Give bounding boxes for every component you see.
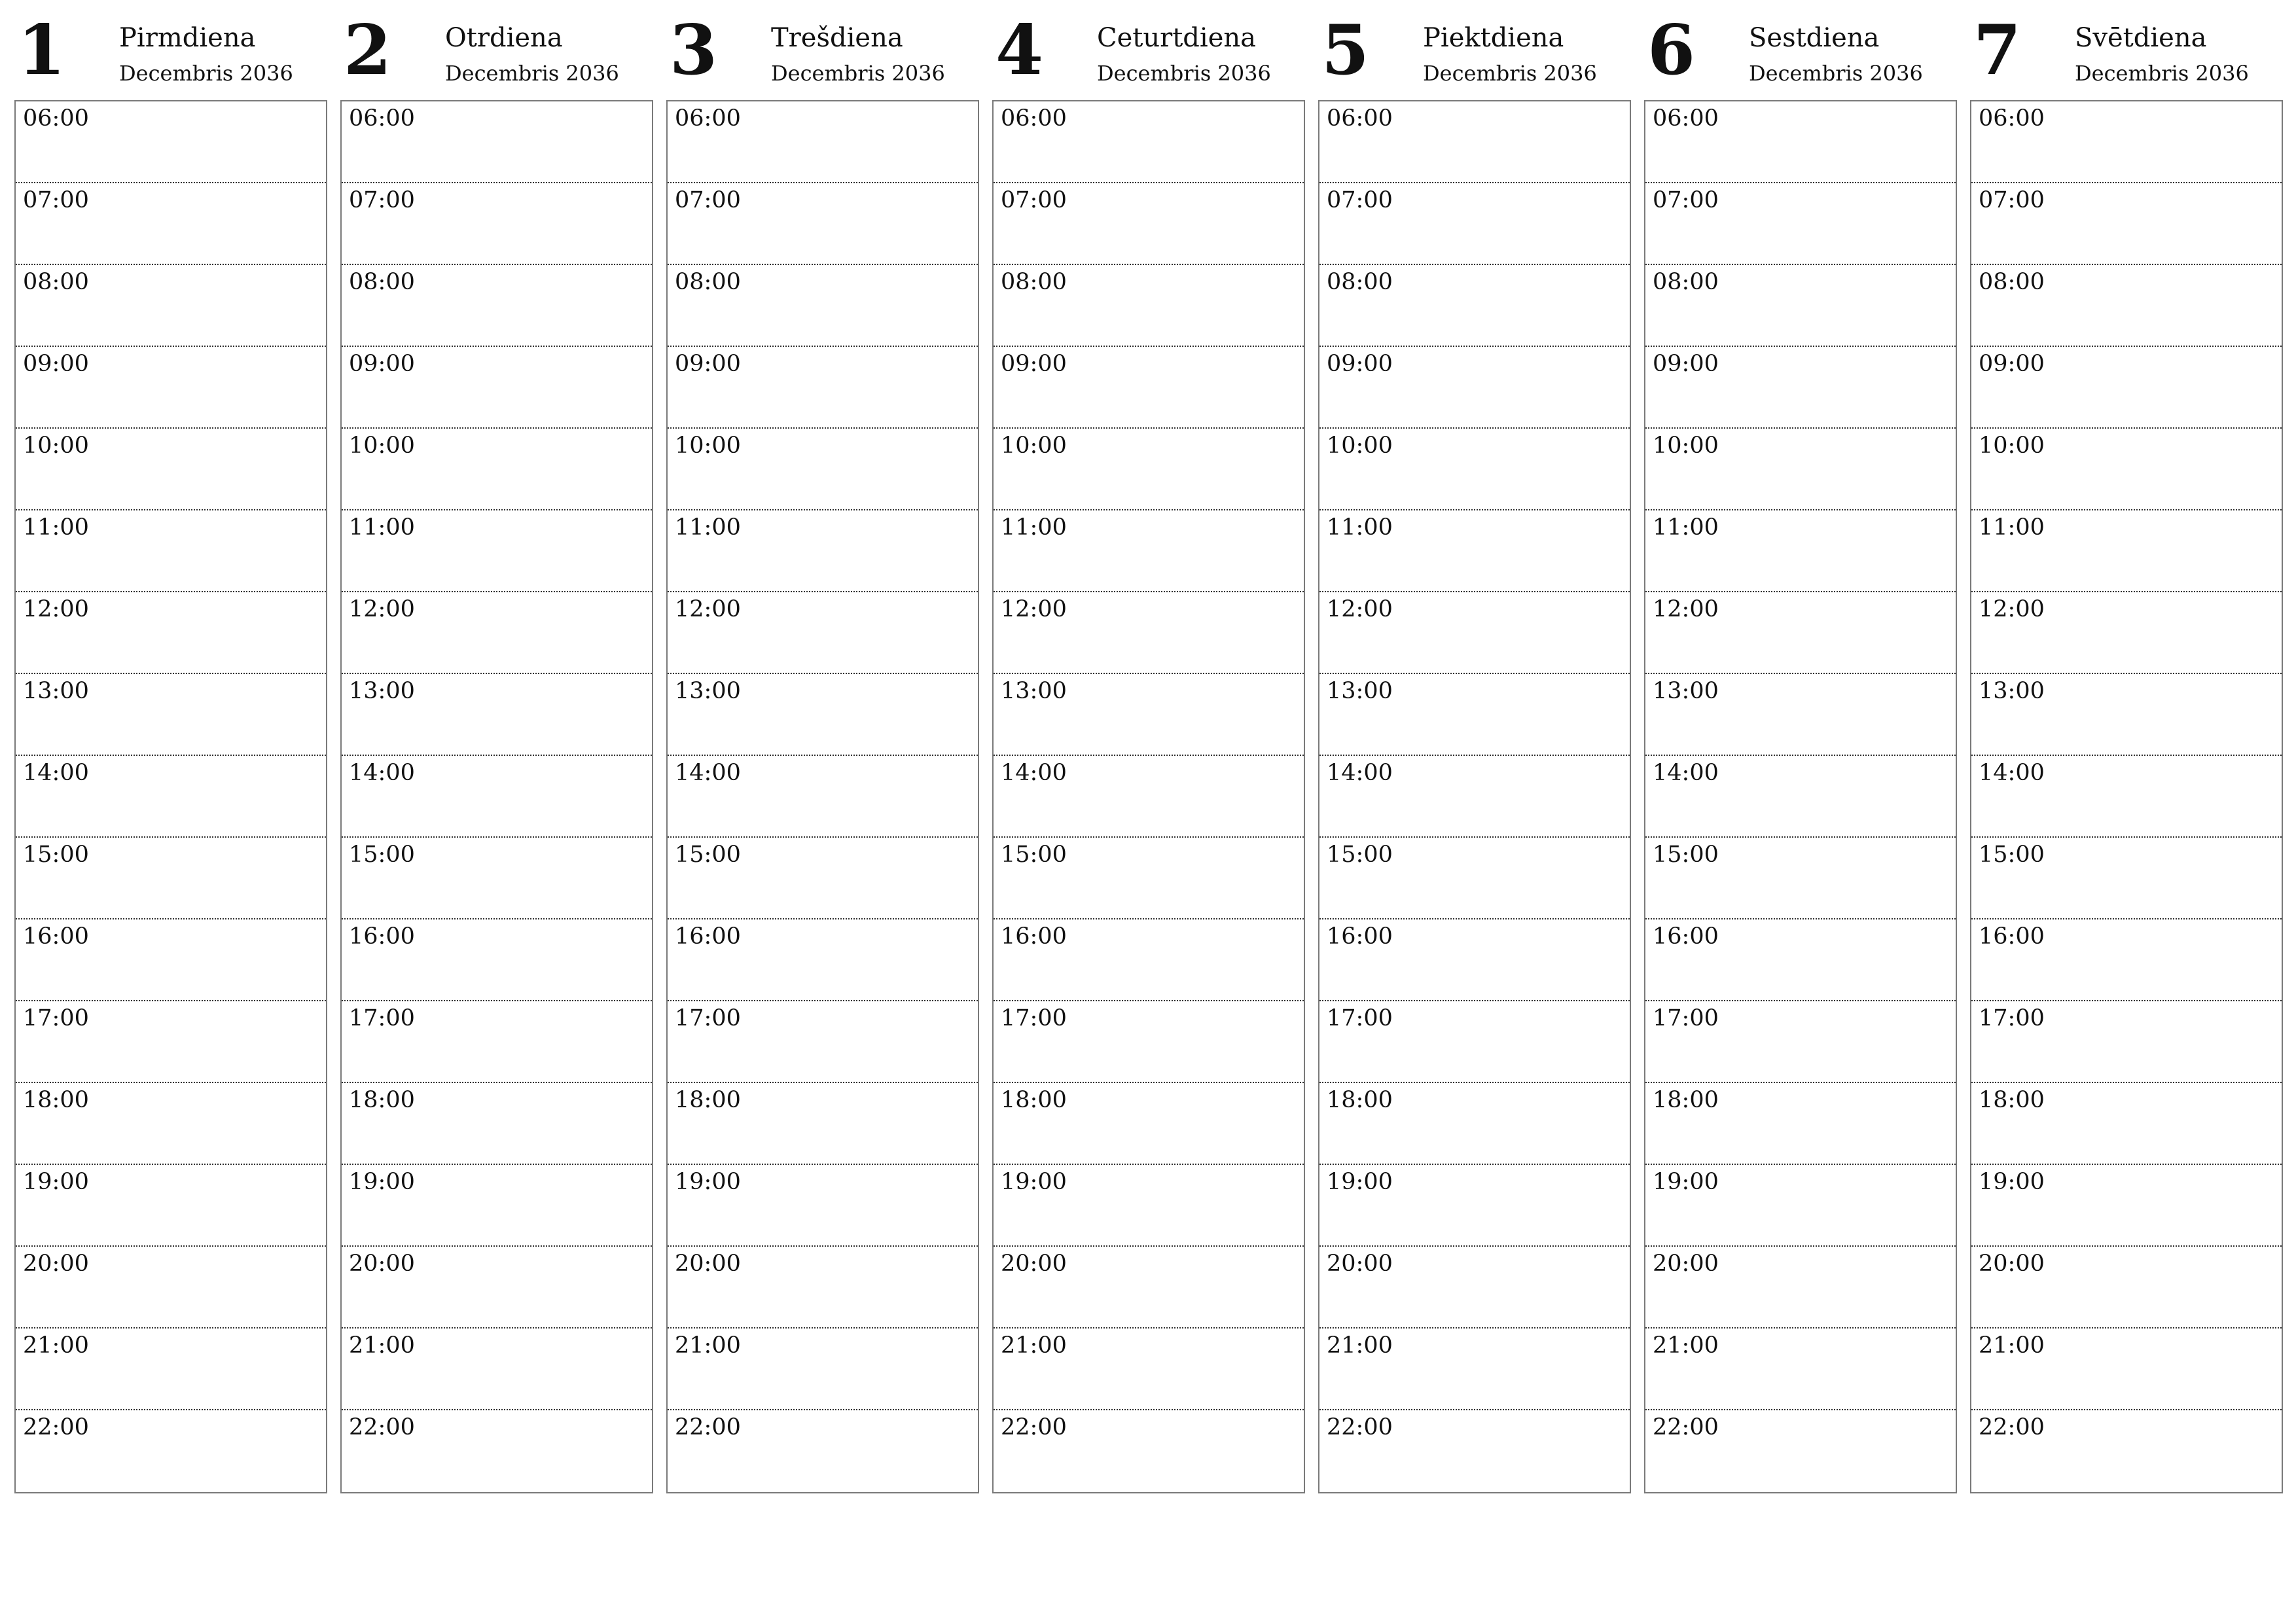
hour-label: 22:00 [1327,1414,1393,1440]
hour-label: 08:00 [349,269,415,295]
hour-slot[interactable] [994,1001,1304,1083]
hour-label: 07:00 [23,187,89,213]
hour-slot[interactable] [1319,756,1630,838]
hour-label: 07:00 [1653,187,1719,213]
hour-slot[interactable] [16,183,326,265]
hour-label: 19:00 [1327,1169,1393,1195]
hour-slot[interactable] [1645,265,1956,347]
hour-slot[interactable] [342,510,652,592]
hour-label: 09:00 [1327,351,1393,377]
hour-slot[interactable] [1645,1410,1956,1492]
day-schedule-box [340,100,653,1493]
hour-label: 22:00 [1979,1414,2045,1440]
hour-slot[interactable] [1319,101,1630,183]
hour-label: 20:00 [1653,1251,1719,1277]
month-year: Decembris 2036 [445,61,619,86]
hour-slot[interactable] [1971,265,2282,347]
hour-slot[interactable] [342,1083,652,1165]
hour-label: 22:00 [1653,1414,1719,1440]
hour-label: 14:00 [675,760,741,786]
hour-slot[interactable] [16,838,326,919]
hour-label: 11:00 [675,514,741,541]
hour-slot[interactable] [1319,510,1630,592]
day-schedule-box [666,100,979,1493]
hour-slot[interactable] [1645,183,1956,265]
hour-label: 14:00 [1327,760,1393,786]
hour-slot[interactable] [1319,674,1630,756]
hour-label: 10:00 [1001,433,1067,459]
month-year: Decembris 2036 [1423,61,1597,86]
hour-slot[interactable] [1645,1165,1956,1247]
hour-slot[interactable] [994,347,1304,429]
hour-slot[interactable] [994,1165,1304,1247]
hour-label: 08:00 [1327,269,1393,295]
hour-slot[interactable] [668,1083,978,1165]
hour-slot[interactable] [1645,919,1956,1001]
hour-label: 20:00 [1979,1251,2045,1277]
hour-slot[interactable] [1645,1329,1956,1410]
hour-slot[interactable] [994,1329,1304,1410]
hour-slot[interactable] [342,1165,652,1247]
day-column [14,0,327,1440]
hour-slot[interactable] [668,1165,978,1247]
hour-label: 13:00 [1327,678,1393,704]
hour-slot[interactable] [1971,756,2282,838]
hour-slot[interactable] [668,1247,978,1329]
hour-label: 18:00 [349,1087,415,1113]
hour-label: 13:00 [23,678,89,704]
hour-label: 20:00 [23,1251,89,1277]
hour-label: 07:00 [1979,187,2045,213]
hour-slot[interactable] [16,1165,326,1247]
day-header [1644,0,1957,100]
hour-label: 20:00 [1001,1251,1067,1277]
hour-slot[interactable] [1645,510,1956,592]
hour-slot[interactable] [1971,1001,2282,1083]
hour-slot[interactable] [342,1001,652,1083]
hour-label: 17:00 [675,1005,741,1031]
hour-label: 15:00 [349,842,415,868]
hour-label: 08:00 [675,269,741,295]
hour-slot[interactable] [668,1001,978,1083]
hour-slot[interactable] [1971,1165,2282,1247]
hour-label: 15:00 [1979,842,2045,868]
hour-label: 06:00 [1653,105,1719,132]
day-header [1970,0,2283,100]
day-name: Ceturtdiena [1097,23,1256,53]
hour-slot[interactable] [994,756,1304,838]
hour-label: 12:00 [1979,596,2045,622]
hour-slot[interactable] [16,1410,326,1492]
hour-label: 10:00 [675,433,741,459]
day-number: 2 [344,9,392,90]
hour-slot[interactable] [16,1247,326,1329]
hour-label: 10:00 [349,433,415,459]
hour-slot[interactable] [1645,101,1956,183]
hour-label: 14:00 [1653,760,1719,786]
hour-slot[interactable] [668,674,978,756]
hour-slot[interactable] [668,429,978,510]
hour-slot[interactable] [1319,429,1630,510]
day-name: Piektdiena [1423,23,1564,53]
day-name: Sestdiena [1749,23,1880,53]
hour-label: 15:00 [1653,842,1719,868]
hour-label: 17:00 [1979,1005,2045,1031]
hour-slot[interactable] [1645,674,1956,756]
hour-slot[interactable] [16,674,326,756]
hour-label: 10:00 [1979,433,2045,459]
day-header [1318,0,1631,100]
hour-label: 11:00 [1653,514,1719,541]
hour-label: 06:00 [1327,105,1393,132]
hour-slot[interactable] [342,756,652,838]
hour-slot[interactable] [1319,1329,1630,1410]
hour-label: 19:00 [23,1169,89,1195]
hour-label: 21:00 [1001,1332,1067,1359]
hour-label: 12:00 [1327,596,1393,622]
hour-label: 12:00 [1653,596,1719,622]
hour-label: 17:00 [23,1005,89,1031]
day-column [340,0,653,1440]
hour-label: 18:00 [1653,1087,1719,1113]
day-number: 3 [670,9,718,90]
hour-slot[interactable] [1971,510,2282,592]
hour-label: 13:00 [1653,678,1719,704]
hour-label: 07:00 [675,187,741,213]
hour-slot[interactable] [342,101,652,183]
hour-label: 16:00 [349,923,415,950]
hour-label: 06:00 [23,105,89,132]
hour-slot[interactable] [1319,919,1630,1001]
hour-slot[interactable] [342,183,652,265]
hour-slot[interactable] [994,674,1304,756]
hour-label: 19:00 [1001,1169,1067,1195]
hour-label: 17:00 [1327,1005,1393,1031]
hour-slot[interactable] [1971,592,2282,674]
hour-label: 21:00 [1327,1332,1393,1359]
month-year: Decembris 2036 [1749,61,1923,86]
hour-label: 07:00 [349,187,415,213]
hour-label: 12:00 [349,596,415,622]
hour-slot[interactable] [668,592,978,674]
day-column [1318,0,1631,1440]
hour-label: 22:00 [349,1414,415,1440]
hour-slot[interactable] [1971,919,2282,1001]
hour-label: 15:00 [1327,842,1393,868]
day-column [1644,0,1957,1440]
hour-slot[interactable] [16,1329,326,1410]
day-header [14,0,327,100]
hour-label: 21:00 [1979,1332,2045,1359]
hour-slot[interactable] [16,919,326,1001]
hour-label: 06:00 [349,105,415,132]
hour-label: 16:00 [23,923,89,950]
hour-label: 18:00 [23,1087,89,1113]
day-column [1970,0,2283,1440]
hour-slot[interactable] [668,183,978,265]
hour-slot[interactable] [342,592,652,674]
hour-label: 14:00 [1001,760,1067,786]
hour-label: 09:00 [1653,351,1719,377]
day-number: 5 [1321,9,1370,90]
month-year: Decembris 2036 [119,61,293,86]
hour-slot[interactable] [342,1410,652,1492]
hour-label: 06:00 [1979,105,2045,132]
hour-label: 08:00 [1979,269,2045,295]
hour-label: 16:00 [1653,923,1719,950]
hour-label: 12:00 [1001,596,1067,622]
hour-slot[interactable] [1971,674,2282,756]
hour-slot[interactable] [1319,838,1630,919]
hour-label: 09:00 [23,351,89,377]
hour-slot[interactable] [342,838,652,919]
hour-slot[interactable] [668,347,978,429]
hour-slot[interactable] [668,101,978,183]
hour-slot[interactable] [1645,1083,1956,1165]
hour-label: 15:00 [23,842,89,868]
hour-slot[interactable] [994,265,1304,347]
hour-slot[interactable] [1319,1410,1630,1492]
hour-slot[interactable] [342,265,652,347]
hour-label: 14:00 [349,760,415,786]
hour-slot[interactable] [1645,756,1956,838]
hour-slot[interactable] [342,1329,652,1410]
day-schedule-box [1318,100,1631,1493]
hour-slot[interactable] [16,1001,326,1083]
hour-slot[interactable] [994,183,1304,265]
hour-label: 10:00 [1327,433,1393,459]
hour-slot[interactable] [1971,429,2282,510]
hour-label: 22:00 [23,1414,89,1440]
hour-slot[interactable] [342,674,652,756]
hour-slot[interactable] [342,919,652,1001]
hour-label: 17:00 [1001,1005,1067,1031]
hour-label: 17:00 [1653,1005,1719,1031]
hour-slot[interactable] [1319,1083,1630,1165]
hour-slot[interactable] [994,1247,1304,1329]
hour-label: 17:00 [349,1005,415,1031]
hour-slot[interactable] [1971,347,2282,429]
hour-label: 08:00 [1001,269,1067,295]
hour-slot[interactable] [668,919,978,1001]
hour-slot[interactable] [342,347,652,429]
hour-slot[interactable] [1645,1247,1956,1329]
hour-label: 06:00 [1001,105,1067,132]
hour-slot[interactable] [994,838,1304,919]
hour-label: 19:00 [349,1169,415,1195]
hour-label: 15:00 [1001,842,1067,868]
day-number: 1 [18,9,66,90]
hour-slot[interactable] [994,101,1304,183]
hour-slot[interactable] [1971,1083,2282,1165]
hour-slot[interactable] [1971,1329,2282,1410]
hour-slot[interactable] [1319,1247,1630,1329]
hour-slot[interactable] [1971,183,2282,265]
hour-slot[interactable] [1645,838,1956,919]
hour-slot[interactable] [668,510,978,592]
hour-slot[interactable] [1645,592,1956,674]
hour-slot[interactable] [1645,1001,1956,1083]
month-year: Decembris 2036 [2075,61,2249,86]
hour-label: 13:00 [1979,678,2045,704]
day-header [340,0,653,100]
hour-label: 19:00 [1979,1169,2045,1195]
hour-slot[interactable] [16,265,326,347]
hour-label: 18:00 [1327,1087,1393,1113]
day-column [666,0,979,1440]
hour-label: 16:00 [1979,923,2045,950]
hour-slot[interactable] [342,429,652,510]
day-number: 7 [1973,9,2022,90]
hour-label: 12:00 [23,596,89,622]
hour-slot[interactable] [1971,838,2282,919]
day-column [992,0,1305,1440]
hour-label: 08:00 [1653,269,1719,295]
hour-label: 19:00 [1653,1169,1719,1195]
hour-label: 20:00 [1327,1251,1393,1277]
hour-slot[interactable] [16,347,326,429]
day-number: 6 [1647,9,1696,90]
day-number: 4 [996,9,1044,90]
hour-label: 11:00 [349,514,415,541]
hour-label: 18:00 [1001,1087,1067,1113]
hour-slot[interactable] [1319,1165,1630,1247]
hour-label: 10:00 [23,433,89,459]
hour-label: 21:00 [675,1332,741,1359]
hour-label: 06:00 [675,105,741,132]
day-name: Otrdiena [445,23,563,53]
hour-slot[interactable] [16,1083,326,1165]
hour-slot[interactable] [994,510,1304,592]
hour-slot[interactable] [16,592,326,674]
hour-label: 11:00 [23,514,89,541]
hour-slot[interactable] [16,429,326,510]
hour-label: 09:00 [349,351,415,377]
hour-slot[interactable] [1971,1410,2282,1492]
hour-slot[interactable] [1319,347,1630,429]
hour-label: 11:00 [1327,514,1393,541]
day-header [992,0,1305,100]
hour-label: 18:00 [1979,1087,2045,1113]
hour-label: 13:00 [349,678,415,704]
hour-label: 16:00 [1327,923,1393,950]
hour-slot[interactable] [994,592,1304,674]
hour-slot[interactable] [994,1410,1304,1492]
hour-label: 20:00 [675,1251,741,1277]
hour-label: 12:00 [675,596,741,622]
hour-slot[interactable] [994,919,1304,1001]
day-name: Trešdiena [771,23,903,53]
hour-slot[interactable] [668,756,978,838]
hour-label: 20:00 [349,1251,415,1277]
hour-slot[interactable] [1319,183,1630,265]
hour-label: 09:00 [1001,351,1067,377]
hour-label: 22:00 [675,1414,741,1440]
hour-slot[interactable] [994,429,1304,510]
hour-label: 11:00 [1979,514,2045,541]
day-header [666,0,979,100]
hour-slot[interactable] [1971,1247,2282,1329]
hour-slot[interactable] [16,101,326,183]
day-name: Pirmdiena [119,23,256,53]
hour-label: 14:00 [23,760,89,786]
month-year: Decembris 2036 [1097,61,1271,86]
hour-slot[interactable] [1319,265,1630,347]
hour-label: 09:00 [675,351,741,377]
day-schedule-box [1970,100,2283,1493]
day-schedule-box [1644,100,1957,1493]
hour-slot[interactable] [1319,1001,1630,1083]
hour-slot[interactable] [1645,429,1956,510]
hour-label: 22:00 [1001,1414,1067,1440]
hour-label: 21:00 [23,1332,89,1359]
hour-label: 11:00 [1001,514,1067,541]
hour-slot[interactable] [16,756,326,838]
hour-label: 07:00 [1327,187,1393,213]
hour-slot[interactable] [668,1410,978,1492]
day-schedule-box [14,100,327,1493]
hour-label: 16:00 [675,923,741,950]
hour-label: 13:00 [675,678,741,704]
hour-label: 13:00 [1001,678,1067,704]
day-name: Svētdiena [2075,23,2207,53]
day-schedule-box [992,100,1305,1493]
hour-label: 19:00 [675,1169,741,1195]
hour-slot[interactable] [1319,592,1630,674]
hour-slot[interactable] [342,1247,652,1329]
hour-label: 18:00 [675,1087,741,1113]
hour-slot[interactable] [1971,101,2282,183]
hour-label: 16:00 [1001,923,1067,950]
hour-slot[interactable] [994,1083,1304,1165]
hour-slot[interactable] [668,265,978,347]
hour-label: 15:00 [675,842,741,868]
hour-label: 21:00 [349,1332,415,1359]
hour-slot[interactable] [16,510,326,592]
hour-label: 14:00 [1979,760,2045,786]
hour-slot[interactable] [668,838,978,919]
hour-label: 10:00 [1653,433,1719,459]
hour-slot[interactable] [668,1329,978,1410]
hour-label: 07:00 [1001,187,1067,213]
month-year: Decembris 2036 [771,61,945,86]
hour-label: 08:00 [23,269,89,295]
hour-slot[interactable] [1645,347,1956,429]
hour-label: 21:00 [1653,1332,1719,1359]
hour-label: 09:00 [1979,351,2045,377]
